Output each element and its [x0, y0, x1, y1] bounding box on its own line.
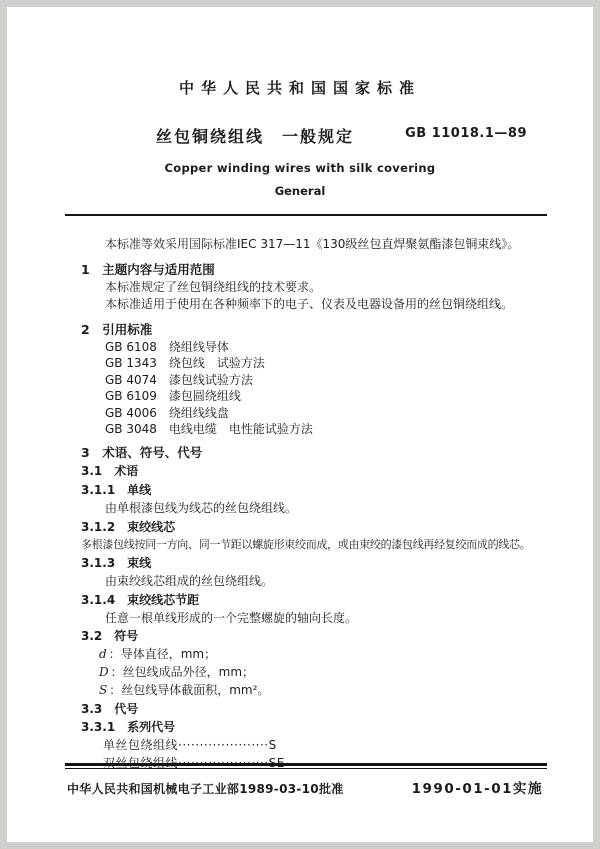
- approval-text: 中华人民共和国机械电子工业部1989-03-10批准: [67, 782, 344, 796]
- body-paragraph: 本标准规定了丝包铜绕组线的技术要求。: [105, 279, 322, 294]
- symbol-letter: d: [99, 647, 107, 662]
- english-subtitle: General: [274, 184, 326, 198]
- body-paragraph: 多根漆包线按同一方向、同一节距以螺旋形束绞而成，或由束绞的漆包线再经复绞而成的线芯。: [81, 538, 531, 552]
- section-heading: 3 术语、符号、代号: [81, 445, 203, 461]
- implementation-text: 1990-01-01实施: [411, 781, 543, 797]
- document-title: 丝包铜绕组线 一般规定: [155, 127, 354, 146]
- referenced-standard: GB 6108 绕组线导体: [105, 339, 229, 354]
- subsection-heading: 3.1.4 束绞线芯节距: [81, 592, 200, 607]
- body-paragraph: 本标准适用于使用在各种频率下的电子、仪表及电器设备用的丝包铜绕组线。: [105, 297, 514, 312]
- subsection-heading: 3.1.2 束绞线芯: [81, 519, 176, 534]
- document-footer: [67, 777, 543, 797]
- symbol-definition: S ：丝包线导体截面积，mm²。: [99, 682, 270, 697]
- referenced-standard: GB 3048 电线电缆 电性能试验方法: [105, 422, 313, 437]
- code-designation: 双丝包绕组线·····················SE: [103, 755, 285, 770]
- symbol-letter: D: [99, 664, 109, 679]
- symbol-letter: S: [99, 682, 108, 697]
- document-page: [7, 7, 593, 842]
- referenced-standard: GB 4006 绕组线线盘: [105, 405, 229, 420]
- title-row: [7, 124, 593, 144]
- subsection-heading: 3.1.3 束线: [81, 556, 152, 571]
- subsection-heading: 3.3 代号: [81, 701, 139, 716]
- subsection-heading: 3.1.1 单线: [81, 483, 152, 498]
- symbol-definition: D ：丝包线成品外径，mm；: [99, 664, 255, 679]
- symbol-definition: d ：导体直径，mm；: [99, 647, 217, 662]
- body-paragraph: 由单根漆包线为线芯的丝包绕组线。: [105, 500, 298, 515]
- intro-paragraph: 本标准等效采用国际标准IEC 317—11《130级丝包直焊聚氨酯漆包铜束线》。: [105, 237, 520, 251]
- subsection-heading: 3.1 术语: [81, 464, 139, 479]
- subsection-heading: 3.2 符号: [81, 629, 139, 644]
- body-paragraph: 任意一根单线形成的一个完整螺旋的轴向长度。: [105, 610, 358, 625]
- body-paragraph: 由束绞线芯组成的丝包绕组线。: [105, 574, 274, 588]
- section-heading: 1 主题内容与适用范围: [81, 261, 215, 277]
- english-title: Copper winding wires with silk covering: [164, 161, 436, 175]
- code-designation: 单丝包绕组线·····················S: [103, 738, 277, 753]
- referenced-standard: GB 6109 漆包圆绕组线: [105, 389, 241, 404]
- document-body: [7, 236, 593, 773]
- header-rule: [65, 214, 547, 216]
- org-title: 中华人民共和国国家标准: [178, 79, 421, 97]
- standard-number: GB 11018.1—89: [405, 126, 527, 141]
- referenced-standard: GB 1343 绕包线 试验方法: [105, 356, 265, 371]
- subsection-heading: 3.3.1 系列代号: [81, 720, 176, 735]
- footer-rule: [65, 763, 547, 769]
- referenced-standard: GB 4074 漆包线试验方法: [105, 372, 253, 387]
- section-heading: 2 引用标准: [81, 322, 153, 338]
